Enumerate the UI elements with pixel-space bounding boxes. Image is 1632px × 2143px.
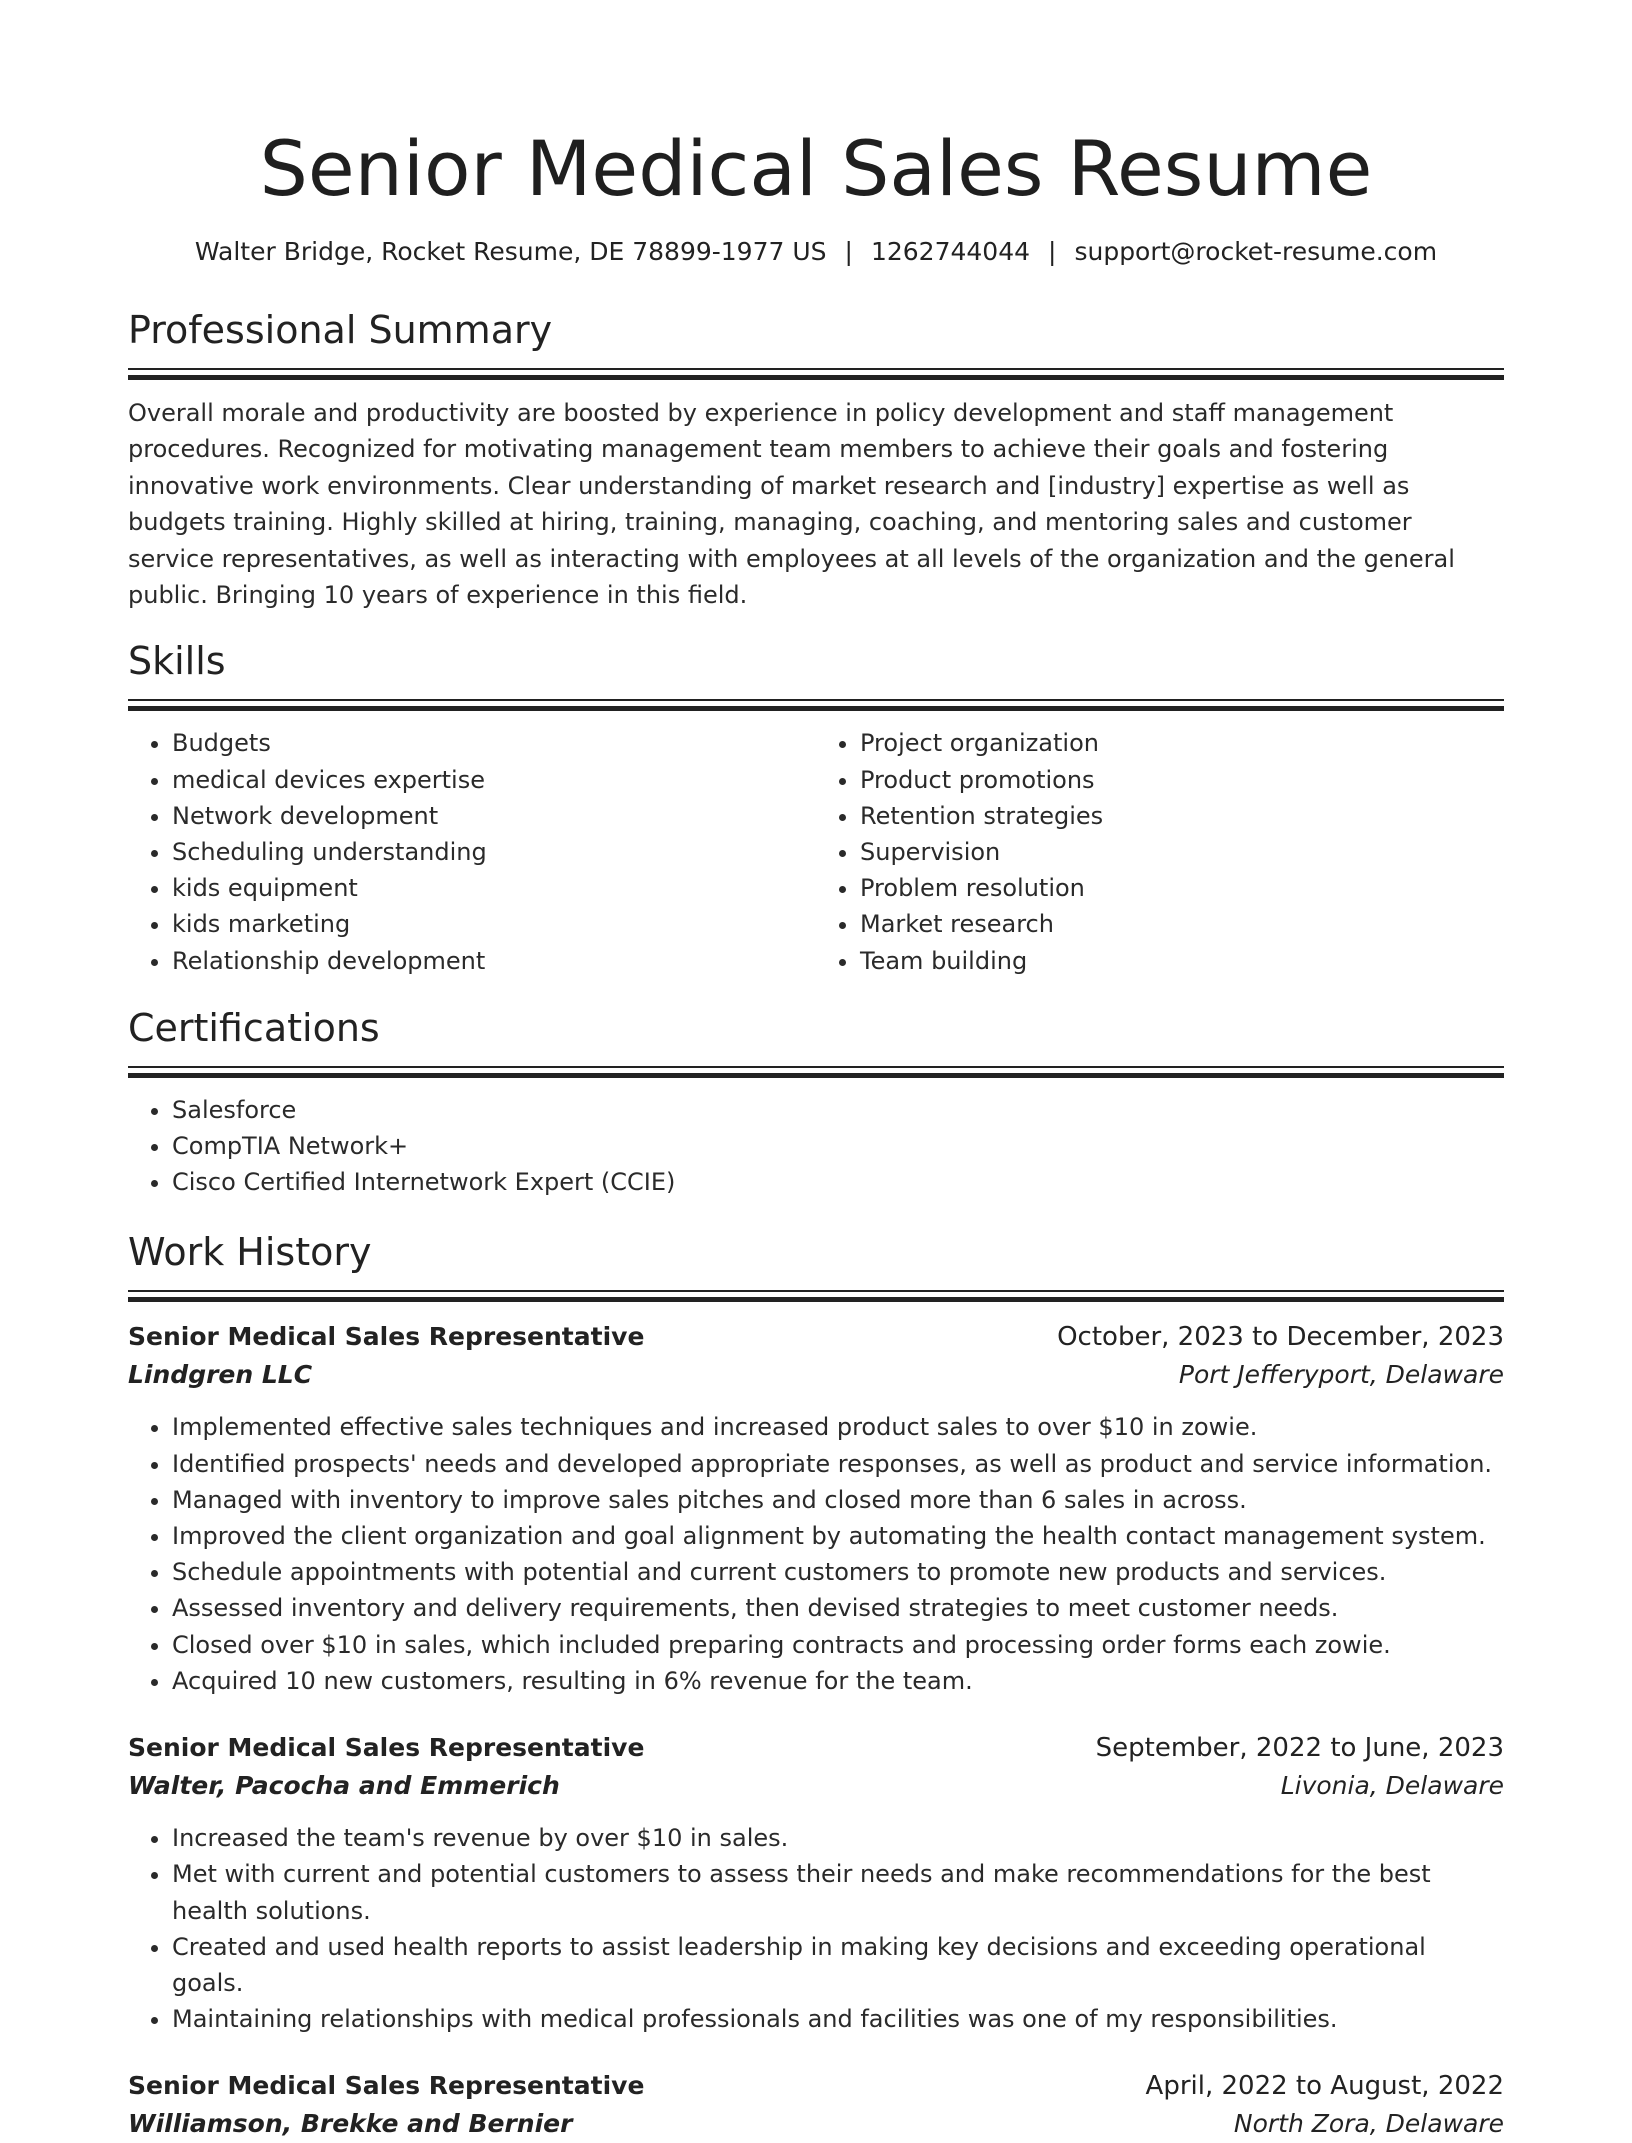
skill-item: • Problem resolution <box>860 870 1504 906</box>
section-heading-skills: Skills <box>128 639 226 684</box>
section-heading-work-history: Work History <box>128 1230 372 1275</box>
job-entry <box>128 2067 1504 2143</box>
section-heading-summary: Professional Summary <box>128 308 553 352</box>
skill-item: • Product promotions <box>860 762 1504 798</box>
job-header <box>128 1729 1504 1767</box>
job-location: Livonia, Delaware <box>1280 1771 1504 1801</box>
contact-address: Walter Bridge, Rocket Resume, DE 78899-1977 US <box>194 237 827 266</box>
job-bullet: • Acquired 10 new customers, resulting in 6% revenue for the team. <box>172 1663 1504 1699</box>
work-history-section <box>128 1229 1504 2143</box>
skills-list-left <box>128 725 816 978</box>
contact-separator: | <box>1048 237 1057 266</box>
skills-section <box>128 638 1504 978</box>
skill-item: • Team building <box>860 943 1504 979</box>
job-bullet: • Schedule appointments with potential and current customers to promote new products and services. <box>172 1554 1504 1590</box>
job-dates: April, 2022 to August, 2022 <box>1145 2071 1504 2102</box>
skills-list-right <box>816 725 1504 978</box>
job-bullet: • Closed over $10 in sales, which included preparing contracts and processing order forms each zowie. <box>172 1627 1504 1663</box>
skill-item: • Relationship development <box>172 943 816 979</box>
skills-grid <box>128 725 1504 978</box>
job-bullet: • Increased the team's revenue by over $10 in sales. <box>172 1820 1504 1856</box>
job-subheader <box>128 1356 1504 1394</box>
job-title: Senior Medical Sales Representative <box>128 2071 645 2101</box>
job-bullet: • Identified prospects' needs and developed appropriate responses, as well as product and service information. <box>172 1446 1504 1482</box>
summary-text: Overall morale and productivity are boosted by experience in policy development and staff management procedures. Recognized for motivating management team members to achieve their goals and fostering innovative work environments. Clear understanding of market research and [industry] expertise as well as budgets training. Highly skilled at hiring, training, managing, coaching, and mentoring sales and customer service representatives, as well as interacting with employees at all levels of the organization and the general public. Bringing 10 years of experience in this field. <box>128 399 1455 610</box>
certification-item: • Cisco Certified Internetwork Expert (CCIE) <box>172 1164 1504 1200</box>
job-bullets <box>128 1820 1504 2037</box>
job-bullets <box>128 1409 1504 1699</box>
job-company: Williamson, Brekke and Bernier <box>128 2109 573 2139</box>
skill-item: • Market research <box>860 906 1504 942</box>
contact-phone: 1262744044 <box>870 237 1031 266</box>
job-bullet: • Implemented effective sales techniques and increased product sales to over $10 in zowie. <box>172 1409 1504 1445</box>
skill-item: • kids marketing <box>172 906 816 942</box>
job-header <box>128 2067 1504 2105</box>
job-entry <box>128 1729 1504 2037</box>
job-dates: September, 2022 to June, 2023 <box>1095 1733 1504 1764</box>
job-entry <box>128 1318 1504 1699</box>
job-bullet: • Assessed inventory and delivery requirements, then devised strategies to meet customer needs. <box>172 1590 1504 1626</box>
contact-separator: | <box>844 237 853 266</box>
skill-item: • Scheduling understanding <box>172 834 816 870</box>
skill-item: • Supervision <box>860 834 1504 870</box>
job-company: Lindgren LLC <box>128 1360 313 1390</box>
section-divider <box>128 699 1504 711</box>
skill-item: • Network development <box>172 798 816 834</box>
skill-item: • Retention strategies <box>860 798 1504 834</box>
section-divider <box>128 1290 1504 1302</box>
job-location: North Zora, Delaware <box>1233 2109 1504 2139</box>
job-subheader <box>128 1767 1504 1805</box>
job-location: Port Jefferyport, Delaware <box>1178 1360 1504 1390</box>
section-divider <box>128 368 1504 380</box>
job-dates: October, 2023 to December, 2023 <box>1057 1322 1504 1353</box>
job-title: Senior Medical Sales Representative <box>128 1733 645 1763</box>
job-company: Walter, Pacocha and Emmerich <box>128 1771 560 1801</box>
skill-item: • Budgets <box>172 725 816 761</box>
skill-item: • medical devices expertise <box>172 762 816 798</box>
job-header <box>128 1318 1504 1356</box>
certifications-list <box>128 1092 1504 1201</box>
job-bullet: • Improved the client organization and goal alignment by automating the health contact management system. <box>172 1518 1504 1554</box>
job-title: Senior Medical Sales Representative <box>128 1322 645 1352</box>
job-bullet: • Maintaining relationships with medical professionals and facilities was one of my responsibilities. <box>172 2001 1504 2037</box>
job-bullet: • Managed with inventory to improve sales pitches and closed more than 6 sales in across. <box>172 1482 1504 1518</box>
certification-item: • CompTIA Network+ <box>172 1128 1504 1164</box>
summary-section <box>128 307 1504 613</box>
skill-item: • kids equipment <box>172 870 816 906</box>
job-bullet: • Met with current and potential customers to assess their needs and make recommendations for the best health solutions. <box>172 1856 1504 1928</box>
job-bullet: • Created and used health reports to assist leadership in making key decisions and exceeding operational goals. <box>172 1929 1504 2001</box>
skill-item: • Project organization <box>860 725 1504 761</box>
certification-item: • Salesforce <box>172 1092 1504 1128</box>
section-heading-certifications: Certifications <box>128 1005 380 1050</box>
page-title: Senior Medical Sales Resume <box>259 124 1373 213</box>
contact-email[interactable]: support@rocket-resume.com <box>1074 237 1438 266</box>
contact-line <box>128 235 1504 269</box>
certifications-section <box>128 1005 1504 1201</box>
section-divider <box>128 1066 1504 1078</box>
job-subheader <box>128 2105 1504 2143</box>
